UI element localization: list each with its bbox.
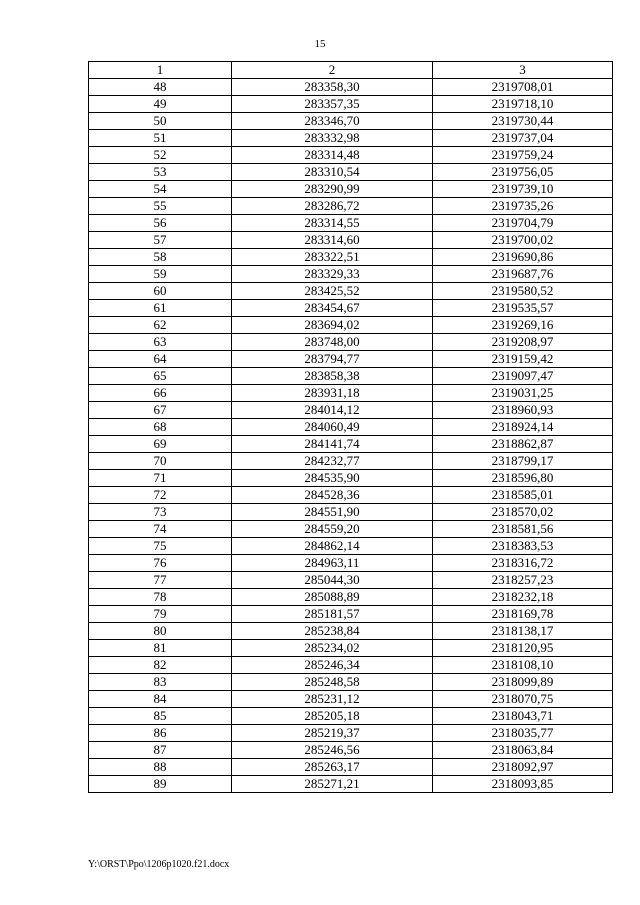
table-row bbox=[89, 164, 613, 181]
y-coordinate-cell: 2319535,57 bbox=[433, 300, 613, 317]
x-coordinate-cell: 283425,52 bbox=[232, 283, 433, 300]
header-cell-col2: 2 bbox=[232, 62, 433, 79]
header-cell-col3: 3 bbox=[433, 62, 613, 79]
point-number-cell: 64 bbox=[89, 351, 232, 368]
point-number-cell: 68 bbox=[89, 419, 232, 436]
y-coordinate-cell: 2319756,05 bbox=[433, 164, 613, 181]
point-number-cell: 88 bbox=[89, 759, 232, 776]
y-coordinate-cell: 2319690,86 bbox=[433, 249, 613, 266]
footer-file-path: Y:\ORST\Ppo\1206p1020.f21.docx bbox=[88, 859, 230, 870]
y-coordinate-cell: 2318043,71 bbox=[433, 708, 613, 725]
x-coordinate-cell: 284528,36 bbox=[232, 487, 433, 504]
table-row bbox=[89, 334, 613, 351]
y-coordinate-cell: 2318383,53 bbox=[433, 538, 613, 555]
y-coordinate-cell: 2318070,75 bbox=[433, 691, 613, 708]
x-coordinate-cell: 283858,38 bbox=[232, 368, 433, 385]
x-coordinate-cell: 284060,49 bbox=[232, 419, 433, 436]
point-number-cell: 48 bbox=[89, 79, 232, 96]
x-coordinate-cell: 283332,98 bbox=[232, 130, 433, 147]
table-row bbox=[89, 470, 613, 487]
table-row bbox=[89, 589, 613, 606]
x-coordinate-cell: 283314,55 bbox=[232, 215, 433, 232]
table-row bbox=[89, 300, 613, 317]
table-row bbox=[89, 759, 613, 776]
y-coordinate-cell: 2319700,02 bbox=[433, 232, 613, 249]
point-number-cell: 74 bbox=[89, 521, 232, 538]
table-row bbox=[89, 79, 613, 96]
table-row bbox=[89, 504, 613, 521]
table-row bbox=[89, 521, 613, 538]
y-coordinate-cell: 2318169,78 bbox=[433, 606, 613, 623]
x-coordinate-cell: 283694,02 bbox=[232, 317, 433, 334]
point-number-cell: 61 bbox=[89, 300, 232, 317]
point-number-cell: 75 bbox=[89, 538, 232, 555]
point-number-cell: 63 bbox=[89, 334, 232, 351]
y-coordinate-cell: 2318960,93 bbox=[433, 402, 613, 419]
point-number-cell: 71 bbox=[89, 470, 232, 487]
x-coordinate-cell: 284014,12 bbox=[232, 402, 433, 419]
point-number-cell: 80 bbox=[89, 623, 232, 640]
table-row bbox=[89, 147, 613, 164]
point-number-cell: 52 bbox=[89, 147, 232, 164]
y-coordinate-cell: 2318063,84 bbox=[433, 742, 613, 759]
table-row bbox=[89, 317, 613, 334]
point-number-cell: 59 bbox=[89, 266, 232, 283]
point-number-cell: 89 bbox=[89, 776, 232, 793]
point-number-cell: 82 bbox=[89, 657, 232, 674]
point-number-cell: 87 bbox=[89, 742, 232, 759]
table-row bbox=[89, 572, 613, 589]
table-row bbox=[89, 555, 613, 572]
table-row bbox=[89, 402, 613, 419]
x-coordinate-cell: 285246,34 bbox=[232, 657, 433, 674]
y-coordinate-cell: 2318093,85 bbox=[433, 776, 613, 793]
x-coordinate-cell: 283454,67 bbox=[232, 300, 433, 317]
point-number-cell: 65 bbox=[89, 368, 232, 385]
table-row bbox=[89, 419, 613, 436]
table-row bbox=[89, 623, 613, 640]
point-number-cell: 83 bbox=[89, 674, 232, 691]
table-row bbox=[89, 436, 613, 453]
x-coordinate-cell: 285263,17 bbox=[232, 759, 433, 776]
x-coordinate-cell: 283314,60 bbox=[232, 232, 433, 249]
table-row bbox=[89, 368, 613, 385]
y-coordinate-cell: 2318138,17 bbox=[433, 623, 613, 640]
coordinates-table bbox=[88, 61, 613, 793]
y-coordinate-cell: 2319739,10 bbox=[433, 181, 613, 198]
point-number-cell: 54 bbox=[89, 181, 232, 198]
y-coordinate-cell: 2319159,42 bbox=[433, 351, 613, 368]
table-row bbox=[89, 725, 613, 742]
y-coordinate-cell: 2318862,87 bbox=[433, 436, 613, 453]
table-row bbox=[89, 538, 613, 555]
point-number-cell: 66 bbox=[89, 385, 232, 402]
x-coordinate-cell: 284141,74 bbox=[232, 436, 433, 453]
table-row bbox=[89, 130, 613, 147]
x-coordinate-cell: 285246,56 bbox=[232, 742, 433, 759]
table-row bbox=[89, 708, 613, 725]
y-coordinate-cell: 2318316,72 bbox=[433, 555, 613, 572]
y-coordinate-cell: 2318596,80 bbox=[433, 470, 613, 487]
table-row bbox=[89, 691, 613, 708]
y-coordinate-cell: 2319759,24 bbox=[433, 147, 613, 164]
x-coordinate-cell: 285231,12 bbox=[232, 691, 433, 708]
point-number-cell: 53 bbox=[89, 164, 232, 181]
y-coordinate-cell: 2319704,79 bbox=[433, 215, 613, 232]
y-coordinate-cell: 2319097,47 bbox=[433, 368, 613, 385]
x-coordinate-cell: 283357,35 bbox=[232, 96, 433, 113]
x-coordinate-cell: 285181,57 bbox=[232, 606, 433, 623]
x-coordinate-cell: 283794,77 bbox=[232, 351, 433, 368]
page-number: 15 bbox=[314, 38, 326, 50]
header-row bbox=[89, 62, 613, 79]
y-coordinate-cell: 2319737,04 bbox=[433, 130, 613, 147]
y-coordinate-cell: 2319269,16 bbox=[433, 317, 613, 334]
point-number-cell: 86 bbox=[89, 725, 232, 742]
y-coordinate-cell: 2319687,76 bbox=[433, 266, 613, 283]
table-row bbox=[89, 215, 613, 232]
table-row bbox=[89, 453, 613, 470]
y-coordinate-cell: 2319708,01 bbox=[433, 79, 613, 96]
x-coordinate-cell: 285205,18 bbox=[232, 708, 433, 725]
x-coordinate-cell: 283931,18 bbox=[232, 385, 433, 402]
table-row bbox=[89, 776, 613, 793]
point-number-cell: 78 bbox=[89, 589, 232, 606]
table-row bbox=[89, 674, 613, 691]
point-number-cell: 70 bbox=[89, 453, 232, 470]
table-header bbox=[89, 62, 613, 79]
x-coordinate-cell: 285088,89 bbox=[232, 589, 433, 606]
x-coordinate-cell: 284559,20 bbox=[232, 521, 433, 538]
point-number-cell: 56 bbox=[89, 215, 232, 232]
x-coordinate-cell: 283358,30 bbox=[232, 79, 433, 96]
table-row bbox=[89, 266, 613, 283]
point-number-cell: 51 bbox=[89, 130, 232, 147]
x-coordinate-cell: 285271,21 bbox=[232, 776, 433, 793]
y-coordinate-cell: 2318108,10 bbox=[433, 657, 613, 674]
x-coordinate-cell: 283322,51 bbox=[232, 249, 433, 266]
point-number-cell: 72 bbox=[89, 487, 232, 504]
x-coordinate-cell: 285219,37 bbox=[232, 725, 433, 742]
y-coordinate-cell: 2318035,77 bbox=[433, 725, 613, 742]
y-coordinate-cell: 2318099,89 bbox=[433, 674, 613, 691]
y-coordinate-cell: 2318585,01 bbox=[433, 487, 613, 504]
x-coordinate-cell: 283314,48 bbox=[232, 147, 433, 164]
point-number-cell: 67 bbox=[89, 402, 232, 419]
x-coordinate-cell: 283286,72 bbox=[232, 198, 433, 215]
point-number-cell: 50 bbox=[89, 113, 232, 130]
x-coordinate-cell: 284963,11 bbox=[232, 555, 433, 572]
x-coordinate-cell: 284232,77 bbox=[232, 453, 433, 470]
table-row bbox=[89, 640, 613, 657]
x-coordinate-cell: 283310,54 bbox=[232, 164, 433, 181]
point-number-cell: 77 bbox=[89, 572, 232, 589]
table-row bbox=[89, 96, 613, 113]
y-coordinate-cell: 2319580,52 bbox=[433, 283, 613, 300]
y-coordinate-cell: 2319730,44 bbox=[433, 113, 613, 130]
point-number-cell: 60 bbox=[89, 283, 232, 300]
point-number-cell: 55 bbox=[89, 198, 232, 215]
table-row bbox=[89, 351, 613, 368]
y-coordinate-cell: 2318092,97 bbox=[433, 759, 613, 776]
y-coordinate-cell: 2318232,18 bbox=[433, 589, 613, 606]
point-number-cell: 85 bbox=[89, 708, 232, 725]
point-number-cell: 58 bbox=[89, 249, 232, 266]
table-row bbox=[89, 232, 613, 249]
table-row bbox=[89, 487, 613, 504]
x-coordinate-cell: 285238,84 bbox=[232, 623, 433, 640]
table-row bbox=[89, 198, 613, 215]
y-coordinate-cell: 2318799,17 bbox=[433, 453, 613, 470]
point-number-cell: 76 bbox=[89, 555, 232, 572]
y-coordinate-cell: 2319718,10 bbox=[433, 96, 613, 113]
y-coordinate-cell: 2318120,95 bbox=[433, 640, 613, 657]
y-coordinate-cell: 2318924,14 bbox=[433, 419, 613, 436]
x-coordinate-cell: 285248,58 bbox=[232, 674, 433, 691]
table-row bbox=[89, 113, 613, 130]
y-coordinate-cell: 2318257,23 bbox=[433, 572, 613, 589]
table-row bbox=[89, 606, 613, 623]
x-coordinate-cell: 283346,70 bbox=[232, 113, 433, 130]
table-row bbox=[89, 657, 613, 674]
point-number-cell: 49 bbox=[89, 96, 232, 113]
point-number-cell: 84 bbox=[89, 691, 232, 708]
x-coordinate-cell: 285044,30 bbox=[232, 572, 433, 589]
point-number-cell: 69 bbox=[89, 436, 232, 453]
y-coordinate-cell: 2318570,02 bbox=[433, 504, 613, 521]
table-row bbox=[89, 385, 613, 402]
table-body bbox=[89, 79, 613, 793]
table-row bbox=[89, 181, 613, 198]
y-coordinate-cell: 2318581,56 bbox=[433, 521, 613, 538]
y-coordinate-cell: 2319208,97 bbox=[433, 334, 613, 351]
point-number-cell: 81 bbox=[89, 640, 232, 657]
table-row bbox=[89, 249, 613, 266]
x-coordinate-cell: 285234,02 bbox=[232, 640, 433, 657]
x-coordinate-cell: 283290,99 bbox=[232, 181, 433, 198]
y-coordinate-cell: 2319735,26 bbox=[433, 198, 613, 215]
point-number-cell: 73 bbox=[89, 504, 232, 521]
header-cell-col1: 1 bbox=[89, 62, 232, 79]
point-number-cell: 57 bbox=[89, 232, 232, 249]
x-coordinate-cell: 283748,00 bbox=[232, 334, 433, 351]
x-coordinate-cell: 284862,14 bbox=[232, 538, 433, 555]
x-coordinate-cell: 283329,33 bbox=[232, 266, 433, 283]
y-coordinate-cell: 2319031,25 bbox=[433, 385, 613, 402]
x-coordinate-cell: 284535,90 bbox=[232, 470, 433, 487]
x-coordinate-cell: 284551,90 bbox=[232, 504, 433, 521]
point-number-cell: 79 bbox=[89, 606, 232, 623]
point-number-cell: 62 bbox=[89, 317, 232, 334]
table-row bbox=[89, 742, 613, 759]
table-row bbox=[89, 283, 613, 300]
